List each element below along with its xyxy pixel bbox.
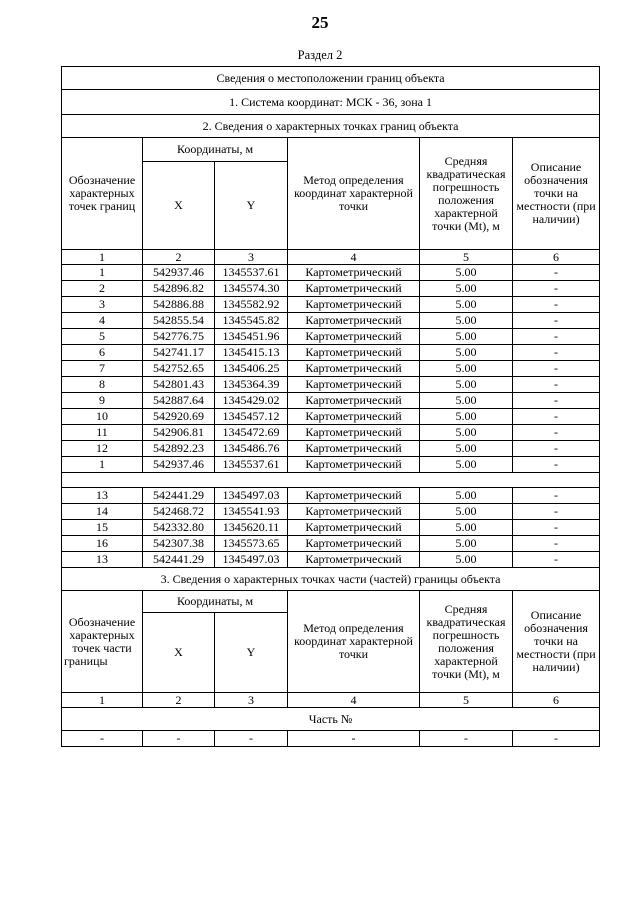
part-label: Часть №	[62, 708, 600, 731]
table-cell: 1345406.25	[215, 361, 288, 377]
table-cell: 542741.17	[143, 345, 215, 361]
table-cell: 542855.54	[143, 313, 215, 329]
header-row	[62, 138, 600, 162]
table-cell: 5.00	[420, 457, 513, 473]
table-cell: 542441.29	[143, 552, 215, 568]
column-number: 4	[288, 250, 420, 265]
table-cell: 5.00	[420, 329, 513, 345]
table-cell: Картометрический	[288, 504, 420, 520]
header-method: Метод определения координат характерной точки	[288, 138, 420, 250]
table-cell: -	[513, 536, 600, 552]
table-cell: 1345537.61	[215, 457, 288, 473]
table-row	[62, 409, 600, 425]
table-cell: -	[513, 329, 600, 345]
column-number: 4	[288, 693, 420, 708]
table-cell: 5.00	[420, 313, 513, 329]
table-row	[62, 552, 600, 568]
table-title-row	[62, 67, 600, 90]
table-cell: 1345486.76	[215, 441, 288, 457]
table-cell: 9	[62, 393, 143, 409]
table-cell: 542920.69	[143, 409, 215, 425]
table-cell: 5.00	[420, 504, 513, 520]
table-cell: 2	[62, 281, 143, 297]
table-cell: 1345497.03	[215, 488, 288, 504]
table-cell: Картометрический	[288, 425, 420, 441]
column-number: 6	[513, 250, 600, 265]
table-cell: 13	[62, 488, 143, 504]
column-number: 2	[143, 250, 215, 265]
table-cell: 542892.23	[143, 441, 215, 457]
table-cell: 1345573.65	[215, 536, 288, 552]
table-cell: 5.00	[420, 552, 513, 568]
table-row	[62, 265, 600, 281]
table-cell: 14	[62, 504, 143, 520]
part-row	[62, 731, 600, 747]
table-cell: 542776.75	[143, 329, 215, 345]
header3-designation: Обозначение характерных точек части границы	[62, 591, 143, 693]
table-row	[62, 457, 600, 473]
table-cell: -	[513, 457, 600, 473]
table-cell: 11	[62, 425, 143, 441]
boundary-table	[61, 66, 600, 747]
table-cell: 5	[62, 329, 143, 345]
table-cell: 5.00	[420, 265, 513, 281]
table-cell: 7	[62, 361, 143, 377]
table-cell: Картометрический	[288, 536, 420, 552]
blank-row	[62, 473, 600, 488]
part-label-row	[62, 708, 600, 731]
header3-x: X	[143, 613, 215, 693]
table-cell: 3	[62, 297, 143, 313]
table-cell: 1345545.82	[215, 313, 288, 329]
table-cell: -	[513, 297, 600, 313]
table-cell: 5.00	[420, 345, 513, 361]
table-cell: 1345582.92	[215, 297, 288, 313]
table-cell: 4	[62, 313, 143, 329]
header3-y: Y	[215, 613, 288, 693]
column-number: 3	[215, 250, 288, 265]
table-cell: Картометрический	[288, 441, 420, 457]
table-cell: 1345429.02	[215, 393, 288, 409]
table-row	[62, 329, 600, 345]
table-cell: 1345537.61	[215, 265, 288, 281]
table-row	[62, 297, 600, 313]
header3-coordinates: Координаты, м	[143, 591, 288, 613]
table-cell: 5.00	[420, 425, 513, 441]
table-cell: 1345472.69	[215, 425, 288, 441]
header-x: X	[143, 162, 215, 250]
part-cell: -	[513, 731, 600, 747]
table-cell: 15	[62, 520, 143, 536]
table-row	[62, 536, 600, 552]
part-cell: -	[143, 731, 215, 747]
table-cell: Картометрический	[288, 520, 420, 536]
table-cell: 1345415.13	[215, 345, 288, 361]
table-row	[62, 313, 600, 329]
table-cell: 6	[62, 345, 143, 361]
table-cell: Картометрический	[288, 457, 420, 473]
table-cell: 5.00	[420, 441, 513, 457]
table-cell: 1	[62, 457, 143, 473]
table-cell: -	[513, 520, 600, 536]
column-number: 5	[420, 693, 513, 708]
table-cell: -	[513, 504, 600, 520]
page-number: 25	[311, 13, 329, 32]
table-cell: 542886.88	[143, 297, 215, 313]
table-cell: Картометрический	[288, 297, 420, 313]
header-description: Описание обозначения точки на местности (при наличии)	[513, 138, 600, 250]
table-cell: -	[513, 393, 600, 409]
coord-system: 1. Система координат: МСК - 36, зона 1	[62, 90, 600, 115]
header-designation: Обозначение характерных точек границ	[62, 138, 143, 250]
column-number: 3	[215, 693, 288, 708]
table-cell: -	[513, 552, 600, 568]
table-cell: 5.00	[420, 377, 513, 393]
table-cell: -	[513, 488, 600, 504]
table-cell: -	[513, 265, 600, 281]
header3-row	[62, 591, 600, 613]
table-cell: -	[513, 441, 600, 457]
table-cell: -	[513, 361, 600, 377]
column-number: 5	[420, 250, 513, 265]
table-cell: 1	[62, 265, 143, 281]
table-cell: -	[513, 409, 600, 425]
table-cell: 5.00	[420, 281, 513, 297]
table-cell: 5.00	[420, 520, 513, 536]
table-row	[62, 441, 600, 457]
table-row	[62, 520, 600, 536]
column-number: 1	[62, 250, 143, 265]
table-cell: -	[513, 377, 600, 393]
table-row	[62, 345, 600, 361]
table-cell: 8	[62, 377, 143, 393]
table-cell: 13	[62, 552, 143, 568]
part-cell: -	[62, 731, 143, 747]
table-cell: Картометрический	[288, 488, 420, 504]
part-cell: -	[420, 731, 513, 747]
table-cell: Картометрический	[288, 377, 420, 393]
table-cell: 5.00	[420, 393, 513, 409]
table-cell: -	[513, 313, 600, 329]
table-cell: 10	[62, 409, 143, 425]
table-row	[62, 281, 600, 297]
section3-title-row	[62, 568, 600, 591]
header-y: Y	[215, 162, 288, 250]
section2-title-row	[62, 115, 600, 138]
table-cell: Картометрический	[288, 345, 420, 361]
table-cell: 12	[62, 441, 143, 457]
table-cell: 1345457.12	[215, 409, 288, 425]
table-cell: 1345497.03	[215, 552, 288, 568]
table-cell: Картометрический	[288, 281, 420, 297]
table-row	[62, 377, 600, 393]
table-cell: 542937.46	[143, 457, 215, 473]
header3-description: Описание обозначения точки на местности (при наличии)	[513, 591, 600, 693]
header3-accuracy: Средняя квадратическая погрешность положения характерной точки (Mt), м	[420, 591, 513, 693]
table-cell: 1345451.96	[215, 329, 288, 345]
column-number-row	[62, 250, 600, 265]
table-cell: 542896.82	[143, 281, 215, 297]
table-cell: 542307.38	[143, 536, 215, 552]
table-row	[62, 361, 600, 377]
table-cell: 542937.46	[143, 265, 215, 281]
table-cell: -	[513, 425, 600, 441]
table-cell: 5.00	[420, 536, 513, 552]
table-cell: Картометрический	[288, 265, 420, 281]
table-cell: 5.00	[420, 361, 513, 377]
table-cell: 542441.29	[143, 488, 215, 504]
column-number: 2	[143, 693, 215, 708]
table-cell: 542801.43	[143, 377, 215, 393]
table-row	[62, 393, 600, 409]
table-cell: 1345541.93	[215, 504, 288, 520]
header-accuracy: Средняя квадратическая погрешность положения характерной точки (Mt), м	[420, 138, 513, 250]
section2-title: 2. Сведения о характерных точках границ объекта	[62, 115, 600, 138]
table-row	[62, 504, 600, 520]
table-cell: 542906.81	[143, 425, 215, 441]
table-cell: 1345574.30	[215, 281, 288, 297]
header-coordinates: Координаты, м	[143, 138, 288, 162]
table-cell: 5.00	[420, 297, 513, 313]
header3-method: Метод определения координат характерной точки	[288, 591, 420, 693]
column-number: 6	[513, 693, 600, 708]
part-cell: -	[215, 731, 288, 747]
table-cell: Картометрический	[288, 552, 420, 568]
table-cell: 542887.64	[143, 393, 215, 409]
table-cell: 542752.65	[143, 361, 215, 377]
table-cell: 1345620.11	[215, 520, 288, 536]
table-row	[62, 488, 600, 504]
column-number: 1	[62, 693, 143, 708]
table-cell: Картометрический	[288, 361, 420, 377]
table-cell: Картометрический	[288, 313, 420, 329]
table-cell: -	[513, 281, 600, 297]
table-title: Сведения о местоположении границ объекта	[62, 67, 600, 90]
table-cell: Картометрический	[288, 409, 420, 425]
table-cell: 1345364.39	[215, 377, 288, 393]
table-cell: 542332.80	[143, 520, 215, 536]
section-label: Раздел 2	[297, 48, 343, 62]
table-cell: 16	[62, 536, 143, 552]
section3-title: 3. Сведения о характерных точках части (частей) границы объекта	[62, 568, 600, 591]
table-row	[62, 425, 600, 441]
part-cell: -	[288, 731, 420, 747]
table-cell: -	[513, 345, 600, 361]
coord-system-row	[62, 90, 600, 115]
table-cell: 5.00	[420, 488, 513, 504]
table-cell: Картометрический	[288, 393, 420, 409]
table-cell: 5.00	[420, 409, 513, 425]
table-cell: Картометрический	[288, 329, 420, 345]
table-cell: 542468.72	[143, 504, 215, 520]
column-number-row-2	[62, 693, 600, 708]
